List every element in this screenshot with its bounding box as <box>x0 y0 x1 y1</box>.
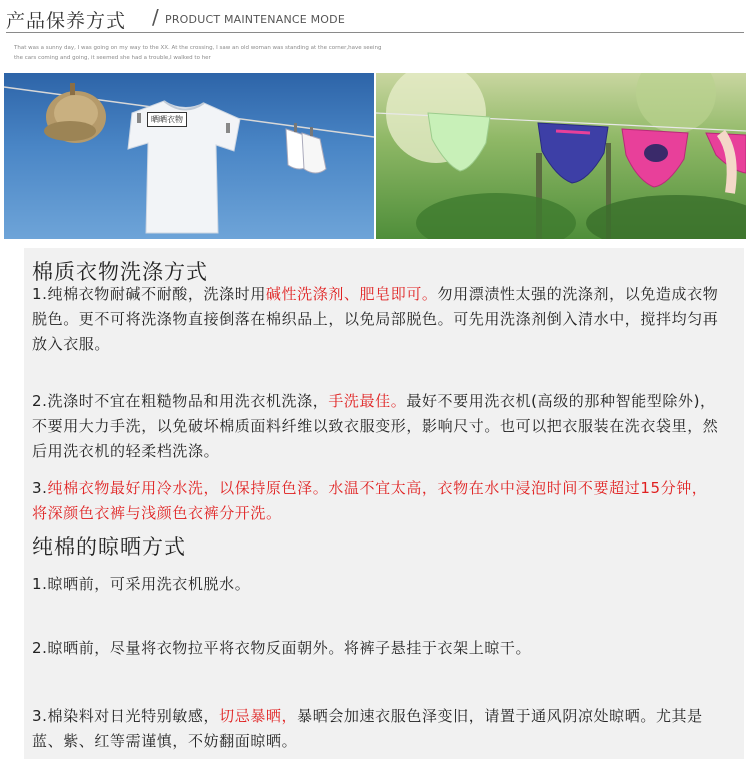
washing-p2-highlight: 手洗最佳。 <box>328 392 407 410</box>
header-title-en: PRODUCT MAINTENANCE MODE <box>165 13 345 26</box>
sneakers-icon <box>286 123 326 173</box>
washing-p1-highlight: 碱性洗涤剂、肥皂即可。 <box>265 285 438 303</box>
washing-paragraph-3 <box>32 476 722 526</box>
washing-paragraph-1 <box>32 282 722 357</box>
page-header <box>6 4 744 34</box>
intro-line-2: the cars coming and going, it seemed she had a trouble,I walked to her <box>14 54 211 61</box>
drying-p3-text-c: 暴晒会加速衣服色泽变旧，请置于通风阴凉处晾晒。尤其是蓝、紫、红等需谨慎，不妨翻面晾晒。 <box>32 707 703 750</box>
underwear-line-illustration <box>376 73 746 239</box>
header-title-cn: 产品保养方式 <box>6 10 127 32</box>
photo-underwear-on-line <box>376 73 746 239</box>
blue-underwear-icon <box>538 123 608 183</box>
photo-tag-label: 晒晒衣物 <box>147 112 187 127</box>
straw-hat-icon <box>44 83 106 143</box>
section-title-drying: 纯棉的晾晒方式 <box>32 535 186 559</box>
drying-paragraph-2: 2.晾晒前，尽量将衣物拉平将衣物反面朝外。将裤子悬挂于衣架上晾干。 <box>32 639 532 657</box>
header-divider <box>6 32 744 33</box>
washing-paragraph-2 <box>32 389 722 464</box>
washing-p1-text-a: 1.纯棉衣物耐碱不耐酸，洗涤时用 <box>32 285 266 303</box>
washing-p2-text-c: 最好不要用洗衣机(高级的那种智能型除外)，不要用大力手洗，以免破坏棉质面料纤维以致衣服变形，影响尺寸。也可以把衣服装在洗衣袋里，然后用洗衣机的轻柔档洗涤。 <box>32 392 719 460</box>
clothesline-illustration <box>4 73 374 239</box>
washing-p1-text-c: 勿用漂渍性太强的洗涤剂，以免造成衣物脱色。更不可将洗涤物直接倒落在棉织品上，以免局部脱色。可先用洗涤剂倒入清水中，搅拌均匀再放入衣服。 <box>32 285 719 353</box>
header-separator: / <box>152 5 159 29</box>
washing-p2-text-a: 2.洗涤时不宜在粗糙物品和用洗衣机洗涤， <box>32 392 329 410</box>
washing-p3-text-a: 3. <box>32 479 48 497</box>
drying-paragraph-1: 1.晾晒前，可采用洗衣机脱水。 <box>32 575 251 593</box>
intro-text <box>14 44 614 63</box>
drying-p3-highlight: 切忌暴晒， <box>219 707 298 725</box>
drying-paragraph-3 <box>32 704 722 754</box>
photo-clothes-on-line <box>4 73 374 239</box>
section-title-washing: 棉质衣物洗涤方式 <box>32 260 208 284</box>
drying-p3-text-a: 3.棉染料对日光特别敏感， <box>32 707 220 725</box>
washing-p3-highlight: 纯棉衣物最好用冷水洗，以保持原色泽。水温不宜太高，衣物在水中浸泡时间不要超过15分钟，将深颜色衣裤与浅颜色衣裤分开洗。 <box>32 479 708 522</box>
intro-line-1: That was a sunny day, I was going on my way to the XX. At the crossing, I saw an old woman was standing at the corner,have seeing <box>14 45 382 51</box>
pink-underwear-icon <box>622 129 688 187</box>
